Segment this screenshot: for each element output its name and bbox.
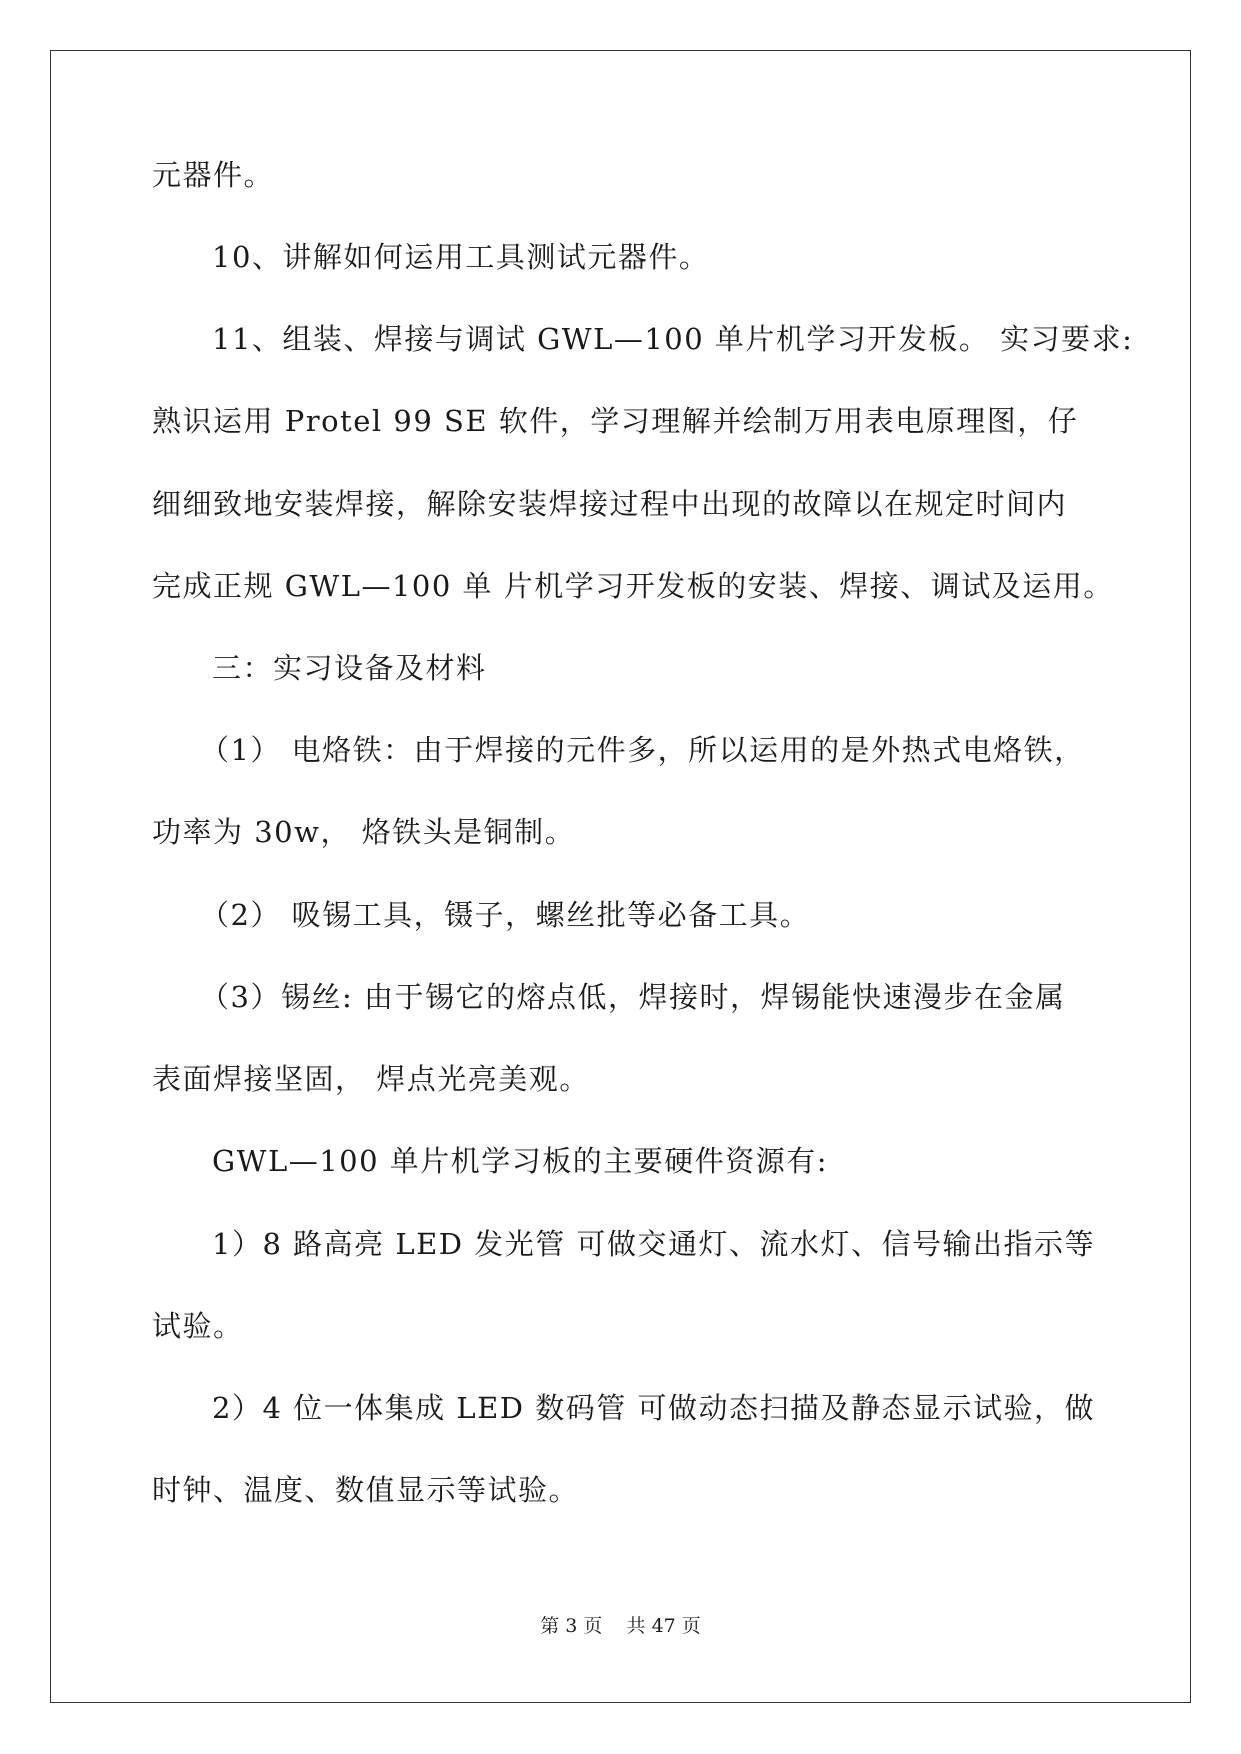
- text-line: GWL—100 单片机学习板的主要硬件资源有:: [212, 1144, 829, 1178]
- text-line: 熟识运用 Protel 99 SE 软件，学习理解并绘制万用表电原理图，仔: [152, 404, 1079, 438]
- page-number-footer: 第 3 页 共 47 页: [540, 1615, 701, 1637]
- text-line: （1） 电烙铁：由于焊接的元件多，所以运用的是外热式电烙铁，: [200, 733, 1085, 767]
- text-line: （3）锡丝: 由于锡它的熔点低，焊接时，焊锡能快速漫步在金属: [200, 980, 1066, 1014]
- text-line: 10、讲解如何运用工具测试元器件。: [212, 240, 710, 274]
- text-line: 2）4 位一体集成 LED 数码管 可做动态扫描及静态显示试验，做: [212, 1391, 1095, 1425]
- text-line: 元器件。: [152, 158, 275, 192]
- page-border: [50, 50, 1191, 1703]
- text-line: （2） 吸锡工具，镊子，螺丝批等必备工具。: [200, 898, 811, 932]
- text-line: 11、组装、焊接与调试 GWL—100 单片机学习开发板。 实习要求:: [212, 322, 1134, 356]
- text-line: 表面焊接坚固， 焊点光亮美观。: [152, 1062, 590, 1096]
- text-line: 细细致地安装焊接，解除安装焊接过程中出现的故障以在规定时间内: [152, 487, 1068, 521]
- text-line: 功率为 30w， 烙铁头是铜制。: [152, 815, 576, 849]
- text-line: 时钟、温度、数值显示等试验。: [152, 1473, 580, 1507]
- text-line: 完成正规 GWL—100 单 片机学习开发板的安装、焊接、调试及运用。: [152, 569, 1114, 603]
- text-line: 试验。: [152, 1309, 244, 1343]
- section-heading: 三：实习设备及材料: [212, 651, 487, 685]
- text-line: 1）8 路高亮 LED 发光管 可做交通灯、流水灯、信号输出指示等: [212, 1227, 1095, 1261]
